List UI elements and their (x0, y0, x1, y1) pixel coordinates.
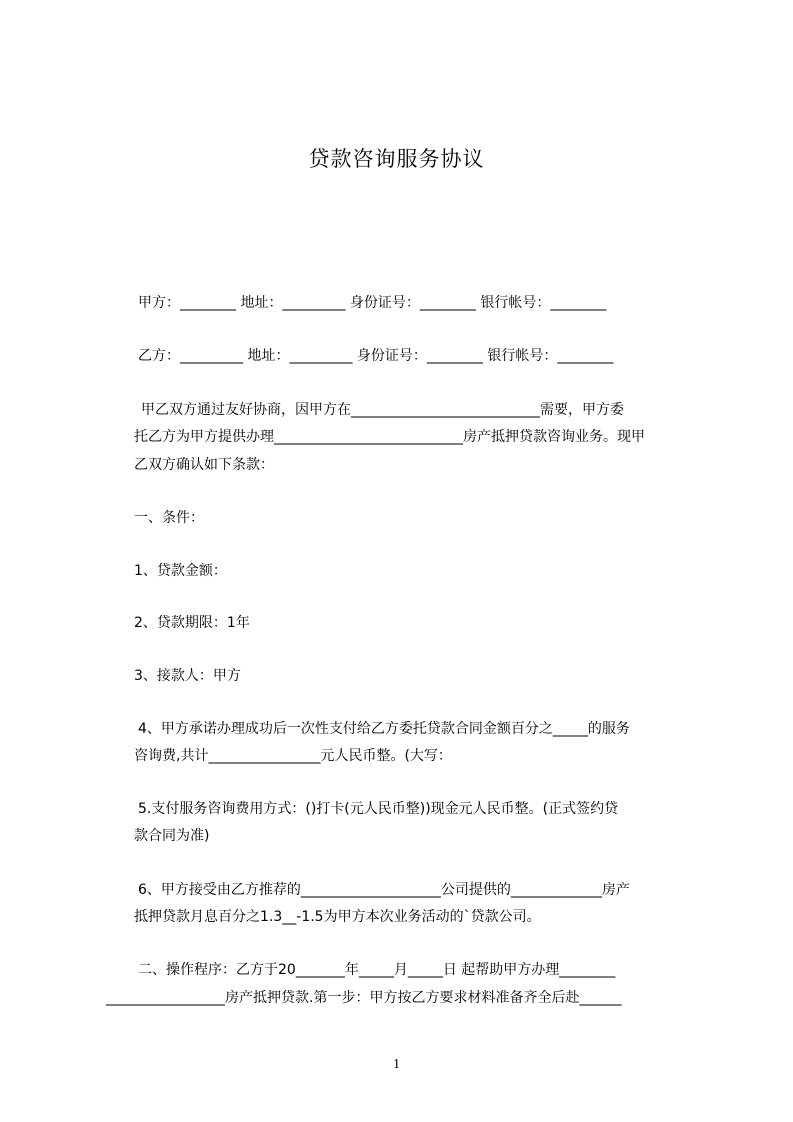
party-b-line: 乙方：_________ 地址：_________ 身份证号：________ 银行帐号：________ (138, 348, 614, 364)
item-6-line-1: 6、甲方接受由乙方推荐的____________________公司提供的_____________房产 (138, 882, 630, 898)
document-title: 贷款咨询服务协议 (308, 147, 485, 171)
section2-line-2: _________________房产抵押贷款.第一步：甲方按乙方要求材料准备齐全后赴______ (106, 990, 622, 1006)
item-1: 1、贷款金额： (134, 563, 227, 579)
page-number: 1 (393, 1057, 400, 1072)
section2-line-1: 二、操作程序：乙方于20_______年_____月_____日 起帮助甲方办理________ (138, 962, 616, 978)
item-6-line-2: 抵押贷款月息百分之1.3__-1.5为甲方本次业务活动的`贷款公司。 (134, 909, 541, 925)
intro-line-3: 乙双方确认如下条款： (134, 457, 274, 473)
item-3: 3、接款人：甲方 (134, 668, 241, 684)
intro-line-1: 甲乙双方通过友好协商，因甲方在___________________________需要，甲方委 (141, 402, 624, 418)
intro-line-2: 托乙方为甲方提供办理___________________________房产抵押贷款咨询业务。现甲 (134, 429, 645, 445)
item-2: 2、贷款期限：1年 (134, 615, 250, 631)
item-5-line-1: 5.支付服务咨询费用方式：()打卡(元人民币整))现金元人民币整。(正式签约贷 (138, 801, 619, 817)
section1-heading: 一、条件： (134, 510, 204, 526)
item-4-line-2: 咨询费,共计________________元人民币整。(大写： (134, 748, 452, 764)
item-5-line-2: 款合同为准) (134, 828, 210, 844)
item-4-line-1: 4、甲方承诺办理成功后一次性支付给乙方委托贷款合同金额百分之_____的服务 (138, 721, 630, 737)
party-a-line: 甲方：________ 地址：_________ 身份证号：________ 银行帐号：________ (138, 295, 607, 311)
